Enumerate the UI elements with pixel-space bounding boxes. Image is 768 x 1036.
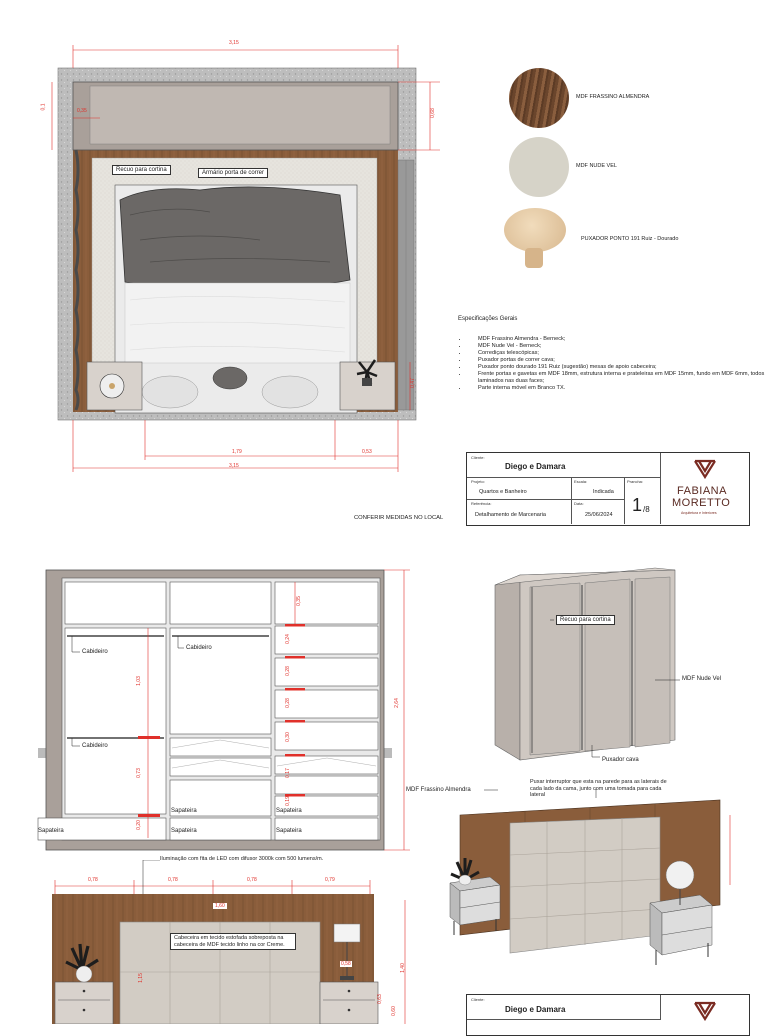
view3d-leader-lines-2 [460, 780, 700, 800]
elev-dim-upper: 1,03 [135, 676, 142, 686]
plan-dim-top: 3,15 [229, 40, 239, 46]
handle-knob-image [500, 208, 572, 268]
tb-ref: Detalhamento de Marcenaria [475, 512, 546, 518]
tb-sheet-key: Prancha: [627, 479, 644, 484]
tb-sheet-total: /8 [643, 505, 650, 514]
plan-dim-bottom: 3,15 [229, 463, 239, 469]
swatch-frassino [509, 68, 569, 128]
wardrobe-elevation [0, 560, 430, 860]
material-name-handle: PUXADOR PONTO 191 Ruiz - Dourado [581, 236, 679, 242]
tb-client-key: Cliente: [471, 455, 485, 460]
tb-scale: Indicada [593, 489, 614, 495]
label-shoe-2: Sapateira [171, 808, 197, 814]
elev-dim-s1: 0,24 [284, 634, 291, 644]
elev-dim-s2: 0,28 [284, 666, 291, 676]
plan-dim-left-inner: 0,35 [77, 108, 87, 114]
specs-list [458, 336, 768, 392]
note-check-measures: CONFERIR MEDIDAS NO LOCAL [354, 515, 444, 521]
hb-label-headboard: Cabeceira em tecido estofada sobreposta na cabeceira de MDF tecido linho na cor Creme. [170, 933, 296, 950]
plan-dim-bottom-mid: 1,79 [232, 449, 242, 455]
label-shoe-4: Sapateira [276, 808, 302, 814]
title-block-2 [466, 994, 750, 1036]
spec-item: • Puxador ponto dourado 191 Ruiz (sugestão) mesas de apoio cabeceira; [468, 364, 768, 371]
view3d-label-curtain: Recuo para cortina [556, 615, 615, 625]
tb-date: 25/06/2024 [585, 512, 613, 518]
tb-scale-key: Escala: [574, 479, 588, 484]
view3d-label-handle: Puxador cava [602, 757, 639, 763]
plan-label-curtain: Recuo para cortina [112, 165, 171, 175]
label-hanger-2: Cabideiro [82, 743, 108, 749]
hb-dim-lamp: 0,58 [341, 961, 351, 967]
elev-dim-s4: 0,30 [284, 732, 291, 742]
hb-dim-width: 1,60 [215, 903, 225, 909]
brand-line2: MORETTO [672, 497, 731, 509]
plan-dim-left-top: 0,1 [40, 103, 47, 111]
elev-dim-s3: 0,28 [284, 698, 291, 708]
plan-dim-bottom-right: 0,53 [362, 449, 372, 455]
brand-logo-icon [692, 457, 718, 479]
hb-dim-top-1: 0,78 [88, 877, 98, 883]
hb-dim-height: 1,15 [137, 973, 144, 983]
brand-sub: Arquitetura e Interiores [681, 511, 717, 515]
tb-date-key: Data: [574, 501, 584, 506]
title-block [466, 452, 750, 526]
view3d-leader-lines [540, 615, 740, 765]
view3d-label-nude: MDF Nude Vel [682, 676, 722, 682]
view3d-label-frassino: MDF Frassino Almendra [406, 787, 471, 793]
plan-label-wardrobe: Armário porta de correr [198, 168, 268, 178]
led-note: Iluminação com fita de LED com difusor 3000k com 500 lumens/m. [160, 856, 324, 862]
label-shoe-1: Sapateira [38, 828, 64, 834]
hb-dim-top-3: 0,78 [247, 877, 257, 883]
plan-dim-right-top: 0,68 [429, 108, 436, 118]
tb-project: Quartos e Banheiro [479, 489, 527, 495]
tb-project-key: Projeto: [471, 479, 485, 484]
hb-dim-top-4: 0,79 [325, 877, 335, 883]
tb-ref-key: Referência: [471, 501, 492, 506]
hb-dim-right-total: 1,40 [399, 963, 406, 973]
hb-dim-nightstand: 0,60 [390, 1006, 397, 1016]
label-hanger-1: Cabideiro [82, 649, 108, 655]
plan-dim-right-side: 0,47 [409, 378, 416, 388]
floor-plan [0, 0, 460, 480]
elev-dim-lower: 0,73 [135, 768, 142, 778]
swatch-nude-vel [509, 137, 569, 197]
label-hanger-3: Cabideiro [186, 645, 212, 651]
elev-dim-top-shelf: 0,35 [295, 596, 302, 606]
spec-item: • MDF Frassino Almendra - Berneck; [468, 336, 768, 343]
elev-dim-s6: 0,19 [284, 796, 291, 806]
tb2-client: Diego e Damara [505, 1005, 566, 1014]
spec-item: • Corrediças telescópicas; [468, 350, 768, 357]
label-shoe-5: Sapateira [276, 828, 302, 834]
material-name-frassino: MDF FRASSINO ALMENDRA [576, 94, 650, 100]
headboard-3d-view [430, 795, 750, 975]
spec-item: • Frente portas e gavetas em MDF 18mm, estrutura interna e prateleiras em MDF 15mm, fundo em MDF 6mm, todos laminados nas duas faces; [468, 371, 768, 385]
tb-client: Diego e Damara [505, 462, 566, 471]
hb-dim-ns-small: 0,63 [376, 994, 383, 1004]
material-name-nude-vel: MDF NUDE VEL [576, 163, 617, 169]
spec-item: • MDF Nude Vel - Berneck; [468, 343, 768, 350]
brand-logo-icon-2 [692, 999, 718, 1021]
label-shoe-3: Sapateira [171, 828, 197, 834]
elev-dim-base: 0,20 [135, 820, 142, 830]
tb-sheet-num: 1 [632, 495, 643, 515]
tb2-client-key: Cliente: [471, 997, 485, 1002]
elev-dim-total: 2,64 [393, 698, 400, 708]
spec-item: • Parte interna móvel em Branco TX. [468, 385, 768, 392]
specs-title: Especificações Gerais [458, 316, 518, 322]
brand-line1: FABIANA [677, 485, 727, 497]
hb-dim-top-2: 0,78 [168, 877, 178, 883]
spec-item: • Puxador portas de correr cava; [468, 357, 768, 364]
view3d-note-switch: Puxar interruptor que esta na parede para as laterais de cada lado da cama, junto com uma tomada para cada lateral [530, 779, 667, 798]
elev-dim-s5: 0,17 [284, 768, 291, 778]
